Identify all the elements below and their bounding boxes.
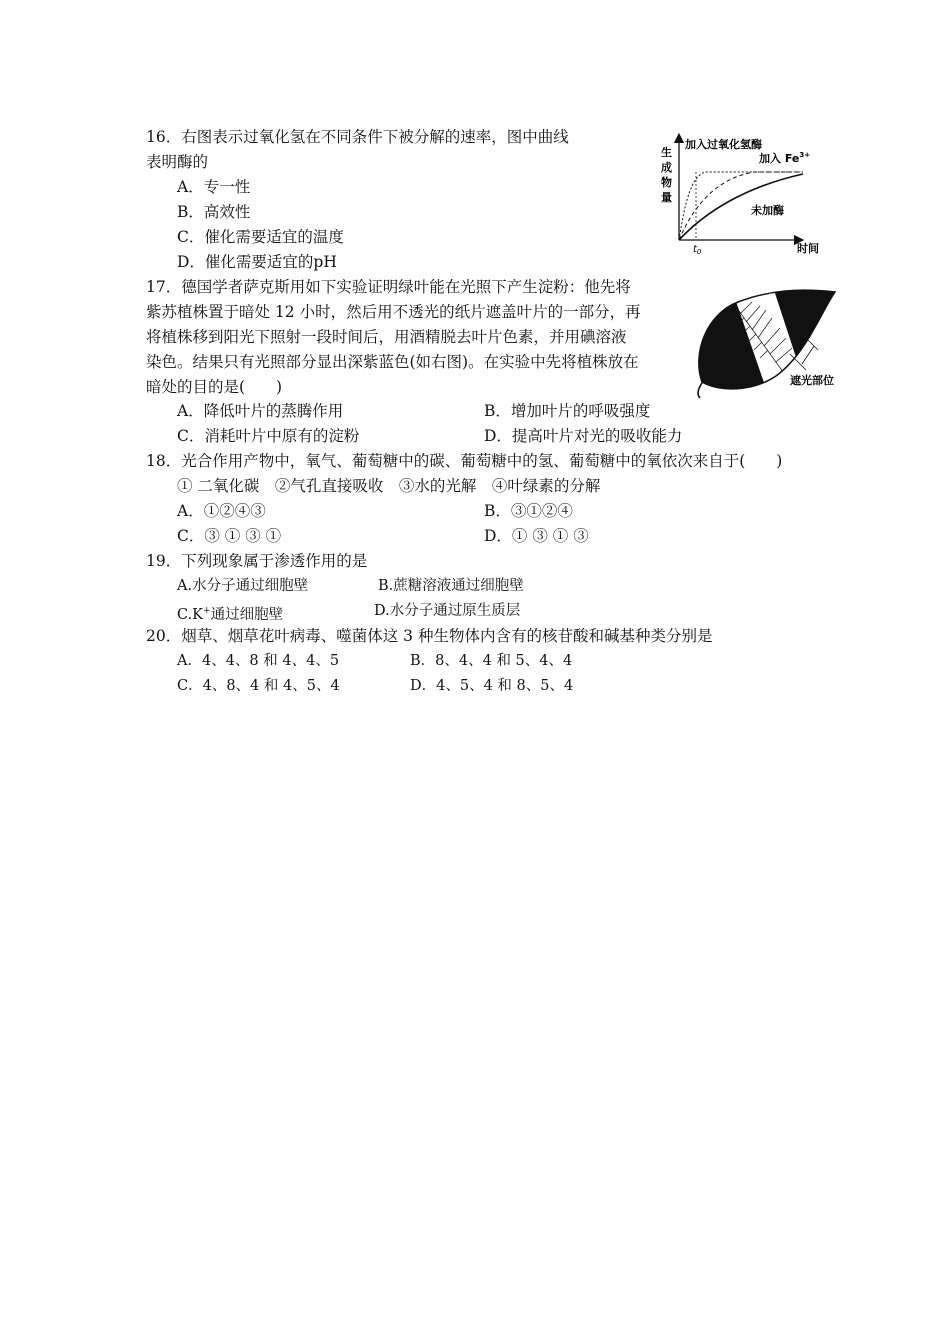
q17-option-d: D．提高叶片对光的吸收能力: [484, 427, 683, 445]
q16-option-d: D．催化需要适宜的pH: [177, 253, 337, 271]
q19-option-b: B.蔗糖溶液通过细胞壁: [378, 578, 524, 594]
y-label-1: 生: [661, 146, 672, 159]
q20-option-b: B．8、4、4 和 5、4、4: [410, 653, 573, 669]
q17-leaf-figure: [690, 284, 840, 400]
q17-stem-line1: 17．德国学者萨克斯用如下实验证明绿叶能在光照下产生淀粉：他先将: [146, 278, 631, 296]
q19-option-d: D.水分子通过原生质层: [374, 603, 521, 619]
q20-option-c: C．4、8、4 和 4、5、4: [177, 678, 340, 694]
q20-stem: 20．烟草、烟草花叶病毒、噬菌体这 3 种生物体内含有的核苷酸和碱基种类分别是: [146, 627, 713, 645]
q16-option-b: B．高效性: [177, 203, 251, 221]
shade-marker-arrow: [802, 346, 814, 364]
q19-stem: 19．下列现象属于渗透作用的是: [146, 552, 368, 570]
q19-option-c: C.K+通过细胞壁: [177, 606, 284, 623]
q16-option-c: C．催化需要适宜的温度: [177, 228, 344, 246]
fe-curve: [679, 172, 803, 240]
q17-option-a: A．降低叶片的蒸腾作用: [177, 402, 344, 420]
x-label: 时间: [797, 242, 819, 255]
t0-label: $t_0$: [693, 244, 702, 256]
q17-option-b: B．增加叶片的呼吸强度: [484, 402, 651, 420]
q18-option-c: C．③ ① ③ ①: [177, 527, 282, 545]
q17-stem-line5: 暗处的目的是( ): [146, 378, 283, 396]
q17-stem-line2: 紫苏植株置于暗处 12 小时，然后用不透光的纸片遮盖叶片的一部分，再: [146, 303, 641, 321]
q16-stem-line1: 16．右图表示过氧化氢在不同条件下被分解的速率，图中曲线: [146, 128, 569, 146]
q18-option-a: A．①②④③: [177, 502, 266, 520]
q19-option-a: A.水分子通过细胞壁: [177, 578, 309, 594]
q18-option-d: D．① ③ ① ③: [484, 527, 589, 545]
q17-option-c: C．消耗叶片中原有的淀粉: [177, 427, 360, 445]
q18-option-b: B．③①②④: [484, 502, 573, 520]
q16-option-a: A．专一性: [177, 178, 251, 196]
q16-stem-line2: 表明酶的: [146, 153, 209, 171]
fe-curve-label: 加入 $Fe^{3+}$: [759, 151, 811, 165]
q20-option-a: A．4、4、8 和 4、4、5: [177, 653, 340, 669]
q16-reaction-graph: [655, 132, 835, 262]
enzyme-curve: [679, 172, 803, 240]
q17-stem-line4: 染色。结果只有光照部分显出深紫蓝色(如右图)。在实验中先将植株放在: [146, 353, 639, 371]
y-label-3: 物: [661, 176, 672, 189]
no-enzyme-curve-label: 未加酶: [751, 204, 784, 217]
y-label-2: 成: [661, 161, 672, 174]
enzyme-curve-label: 加入过氧化氢酶: [685, 138, 762, 151]
y-label-4: 量: [661, 191, 672, 204]
q18-stem-line1: 18．光合作用产物中，氧气、葡萄糖中的碳、葡萄糖中的氢、葡萄糖中的氧依次来自于( ): [146, 452, 783, 470]
q17-stem-line3: 将植株移到阳光下照射一段时间后，用酒精脱去叶片色素，并用碘溶液: [146, 328, 627, 346]
shade-label: 遮光部位: [790, 374, 834, 387]
q18-stem-line2: ① 二氧化碳 ②气孔直接吸收 ③水的光解 ④叶绿素的分解: [177, 477, 601, 495]
q20-option-d: D．4、5、4 和 8、5、4: [410, 678, 574, 694]
